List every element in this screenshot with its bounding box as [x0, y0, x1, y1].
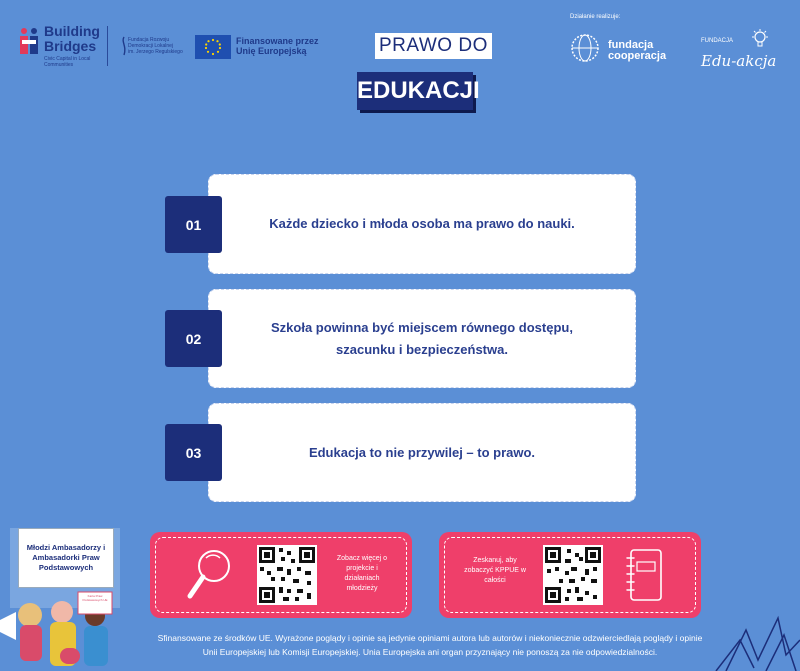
frdl-ribbon-icon	[120, 36, 128, 56]
right-number-2: 02	[165, 310, 222, 367]
ambassadors-title-card	[18, 528, 114, 588]
charter-panel	[439, 532, 701, 618]
eu-line1: Finansowane przez	[236, 36, 319, 46]
frdl-text	[128, 37, 190, 55]
frdl-logo	[120, 36, 190, 64]
building-bridges-logo	[18, 24, 118, 70]
lightbulb-icon	[749, 28, 771, 50]
edu-akcja-logo	[697, 26, 777, 76]
title-prefix: PRAWO DO	[375, 33, 492, 59]
globe-icon	[570, 33, 600, 63]
qr-code-charter[interactable]	[543, 545, 603, 605]
right-card-3	[208, 403, 636, 502]
qr-code-project[interactable]	[257, 545, 317, 605]
eu-funding-text	[236, 36, 319, 56]
right-number-1: 01	[165, 196, 222, 253]
right-card-1	[208, 174, 636, 274]
project-info-panel	[150, 532, 412, 618]
edu-akcja-small: FUNDACJA	[701, 38, 734, 44]
fundacja-cooperacja-logo	[570, 30, 670, 70]
charter-scan-text: Zeskanuj, aby zobaczyć KPPUE w całości	[464, 557, 526, 584]
fc-line1: fundacja	[608, 39, 654, 51]
eu-flag-icon	[195, 35, 231, 59]
magnifier-icon	[184, 546, 234, 604]
decorative-star-lines	[706, 610, 800, 671]
ambassadors-title: Młodzi Ambasadorzy i Ambasadorki Praw Podstawowych	[26, 543, 106, 572]
charter-sign-text: Karta Praw Podstawowych UE	[82, 594, 108, 602]
right-text-1: Każde dziecko i młoda osoba ma prawo do nauki.	[269, 216, 575, 231]
frdl-sub: im. Jerzego Regulskiego	[128, 49, 183, 55]
page-title: EDUKACJI	[357, 72, 473, 110]
bb-line2: Bridges	[44, 38, 97, 54]
right-text-2: Szkoła powinna być miejscem równego dostępu, szacunku i bezpieczeństwa.	[271, 319, 573, 357]
fc-line2: cooperacja	[608, 50, 667, 62]
edu-akcja-name: Edu-akcja	[701, 52, 777, 70]
right-text-3: Edukacja to nie przywilej – to prawo.	[308, 444, 536, 460]
building-bridges-wordmark	[44, 24, 100, 54]
fc-text	[608, 40, 666, 62]
right-number-3: 03	[165, 424, 222, 481]
project-info-text: Zobacz więcej o projekcie i działaniach młodzieży	[336, 555, 388, 592]
eu-line2: Unię Europejską	[236, 46, 307, 56]
notebook-icon	[625, 548, 665, 604]
building-bridges-tagline: Civic Capital in Local Communities	[44, 56, 91, 68]
frdl-name: Fundacja Rozwoju Demokracji Lokalnej	[128, 37, 174, 49]
partners-label: Działanie realizuje:	[570, 14, 621, 20]
building-bridges-icon	[18, 26, 40, 56]
right-card-2	[208, 289, 636, 388]
bb-line1: Building	[44, 23, 100, 39]
eu-disclaimer: Sfinansowane ze środków UE. Wyrażone poglądy i opinie są jedynie opiniami autora lub autorów i niekoniecznie odzwierciedlają poglądy i opinie Unii Europejskiej lub Komisji Europejskiej. Unia Europejska ani organ przyznający nie ponoszą za nie odpowiedzialności.	[157, 633, 703, 657]
logo-divider	[107, 26, 108, 66]
